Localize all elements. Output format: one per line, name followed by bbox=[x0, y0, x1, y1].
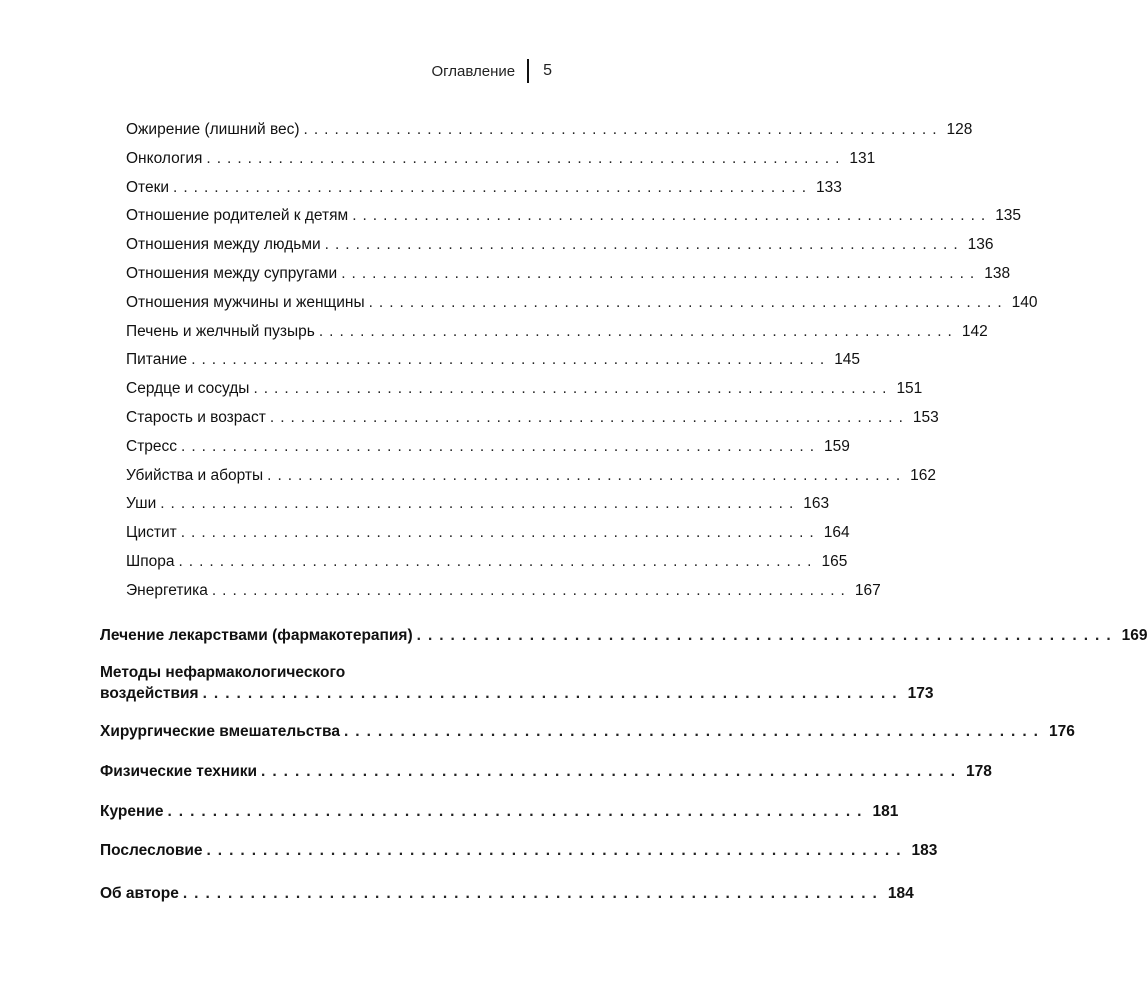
dot-leader: .............................................................. bbox=[368, 293, 1008, 311]
toc-entry[interactable] bbox=[100, 293, 1038, 322]
toc-entry-title: Ожирение (лишний вес) bbox=[126, 121, 300, 138]
toc-chapter-page: 173 bbox=[907, 684, 934, 702]
toc-entry-title: Питание bbox=[126, 351, 188, 369]
toc-entry[interactable] bbox=[100, 149, 876, 178]
toc-entry[interactable] bbox=[100, 178, 842, 207]
toc-entry-title: Энергетика bbox=[126, 581, 208, 599]
toc-entry[interactable] bbox=[100, 120, 973, 149]
dot-leader: .............................................................. bbox=[341, 264, 981, 282]
dot-leader: .............................................................. bbox=[269, 408, 909, 426]
dot-leader: .............................................................. bbox=[416, 626, 1118, 644]
toc-chapter-page: 178 bbox=[966, 762, 992, 780]
dot-leader: .............................................................. bbox=[253, 380, 893, 398]
toc-entry-page: 128 bbox=[946, 121, 973, 138]
dot-leader: .............................................................. bbox=[267, 466, 907, 484]
toc-entry[interactable] bbox=[100, 466, 937, 495]
toc-entry-page: 153 bbox=[912, 408, 939, 426]
toc-entry-title: Уши bbox=[126, 495, 157, 513]
dot-leader: .............................................................. bbox=[211, 581, 851, 599]
toc-entry[interactable] bbox=[100, 552, 848, 581]
toc-chapter-entry[interactable] bbox=[100, 626, 1148, 646]
toc-chapter-title: Курение bbox=[100, 802, 164, 820]
toc-entry-title: Убийства и аборты bbox=[126, 466, 264, 484]
toc-entry-title: Отношения между людьми bbox=[126, 236, 321, 254]
toc-chapter-entry[interactable] bbox=[100, 841, 938, 861]
toc-chapter-title: Хирургические вмешательства bbox=[100, 722, 340, 740]
toc-entry[interactable] bbox=[100, 264, 1011, 293]
toc-entry-page: 145 bbox=[834, 351, 861, 369]
toc-entry[interactable] bbox=[100, 581, 881, 610]
toc-chapter-page: 183 bbox=[911, 841, 938, 859]
toc-chapter-page: 184 bbox=[887, 884, 914, 902]
toc-entry-title: Отеки bbox=[126, 178, 170, 196]
toc-chapter-page: 176 bbox=[1048, 722, 1075, 740]
toc-entry-page: 135 bbox=[995, 207, 1022, 225]
table-of-contents bbox=[100, 120, 1148, 904]
dot-leader: .............................................................. bbox=[160, 495, 800, 513]
toc-entry-title: Сердце и сосуды bbox=[126, 380, 250, 398]
dot-leader: .............................................................. bbox=[318, 322, 958, 340]
toc-entry-title: Отношение родителей к детям bbox=[126, 207, 349, 225]
running-header bbox=[431, 59, 552, 83]
dot-leader: .............................................................. bbox=[303, 121, 943, 138]
dot-leader: .............................................................. bbox=[206, 841, 908, 859]
toc-entry[interactable] bbox=[100, 523, 850, 552]
toc-entry-title: Стресс bbox=[126, 437, 178, 455]
toc-entry-title: Цистит bbox=[126, 524, 177, 542]
toc-entry-page: 162 bbox=[910, 466, 937, 484]
dot-leader: .............................................................. bbox=[206, 149, 846, 167]
page-number: 5 bbox=[543, 62, 552, 79]
toc-chapter-title: Методы нефармакологического bbox=[100, 663, 346, 681]
dot-leader: .............................................................. bbox=[202, 684, 904, 702]
toc-entry[interactable] bbox=[100, 408, 939, 437]
toc-entry[interactable] bbox=[100, 206, 1022, 235]
dot-leader: .............................................................. bbox=[343, 722, 1045, 740]
toc-entry[interactable] bbox=[100, 322, 988, 351]
toc-chapter-entry[interactable] bbox=[100, 662, 934, 704]
toc-entry-title: Отношения между супругами bbox=[126, 264, 338, 282]
toc-entry-page: 140 bbox=[1011, 293, 1038, 311]
toc-chapter-entry[interactable] bbox=[100, 762, 992, 782]
dot-leader: .............................................................. bbox=[181, 437, 821, 455]
toc-entry-page: 138 bbox=[984, 264, 1011, 282]
toc-chapter-entry[interactable] bbox=[100, 802, 899, 822]
toc-entry[interactable] bbox=[100, 494, 830, 523]
toc-entry[interactable] bbox=[100, 350, 861, 379]
toc-entry-page: 163 bbox=[803, 495, 830, 513]
dot-leader: .............................................................. bbox=[173, 178, 813, 196]
dot-leader: .............................................................. bbox=[324, 236, 964, 254]
dot-leader: .............................................................. bbox=[261, 762, 963, 780]
toc-entry-page: 131 bbox=[849, 149, 876, 167]
dot-leader: .............................................................. bbox=[352, 207, 992, 225]
toc-chapter-page: 181 bbox=[872, 802, 899, 820]
section-title: Оглавление bbox=[431, 62, 516, 80]
toc-chapter-title: Послесловие bbox=[100, 841, 203, 859]
toc-entry-page: 164 bbox=[823, 524, 850, 542]
dot-leader: .............................................................. bbox=[180, 524, 820, 542]
toc-entry-page: 151 bbox=[896, 380, 923, 398]
header-divider bbox=[527, 59, 529, 83]
toc-chapter-title: Об авторе bbox=[100, 884, 179, 902]
dot-leader: .............................................................. bbox=[191, 351, 831, 369]
toc-entry-page: 167 bbox=[854, 581, 881, 599]
toc-chapter-entry[interactable] bbox=[100, 884, 914, 904]
toc-chapter-title: Лечение лекарствами (фармакотерапия) bbox=[100, 626, 413, 644]
toc-entry-page: 142 bbox=[961, 322, 988, 340]
toc-chapter-title-cont: воздействия bbox=[100, 684, 199, 702]
toc-entry-title: Печень и желчный пузырь bbox=[126, 322, 315, 340]
toc-chapter-page: 169 bbox=[1121, 626, 1148, 644]
toc-entry-title: Шпора bbox=[126, 552, 175, 570]
toc-entry-title: Онкология bbox=[126, 149, 203, 167]
toc-chapter-title: Физические техники bbox=[100, 762, 258, 780]
toc-entry[interactable] bbox=[100, 235, 994, 264]
dot-leader: .............................................................. bbox=[167, 802, 869, 820]
toc-entry-page: 133 bbox=[816, 178, 842, 196]
toc-entry-page: 136 bbox=[967, 236, 994, 254]
toc-entry-title: Старость и возраст bbox=[126, 408, 266, 426]
dot-leader: .............................................................. bbox=[182, 884, 884, 902]
toc-entry-page: 159 bbox=[824, 437, 850, 455]
toc-entry-page: 165 bbox=[821, 552, 848, 570]
toc-entry[interactable] bbox=[100, 437, 850, 466]
toc-entry-title: Отношения мужчины и женщины bbox=[126, 293, 365, 311]
toc-chapter-entry[interactable] bbox=[100, 722, 1075, 742]
toc-entry[interactable] bbox=[100, 379, 923, 408]
dot-leader: .............................................................. bbox=[178, 552, 818, 570]
